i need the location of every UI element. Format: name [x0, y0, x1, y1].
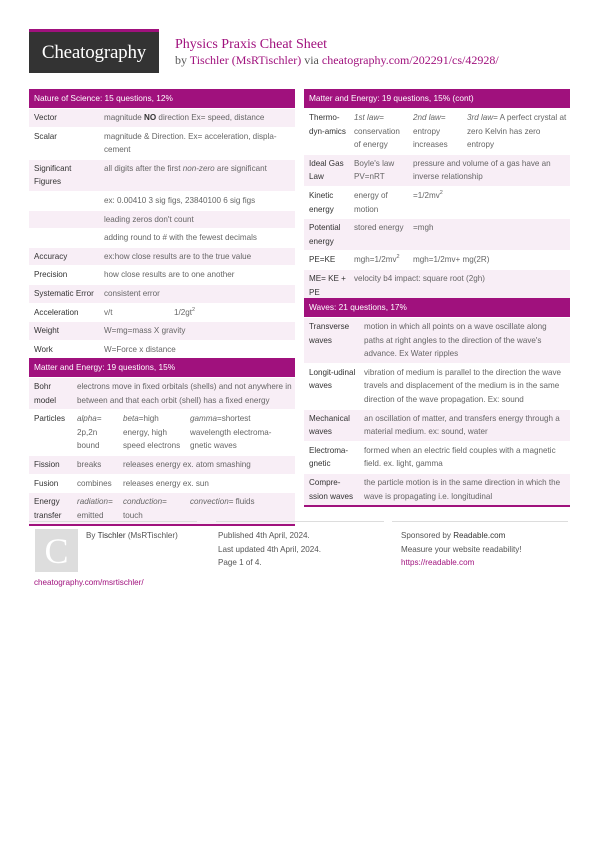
row-key: Scalar [29, 127, 99, 159]
row-value: magnitude NO direction Ex= speed, distance [99, 109, 295, 128]
row-key: Acceleration [29, 303, 99, 322]
row-key [29, 229, 99, 248]
author-name[interactable]: Tischler [97, 531, 126, 540]
section-waves [304, 298, 570, 507]
via-text: via [301, 53, 322, 67]
row-key: Fusion [29, 474, 72, 493]
table-row [29, 210, 295, 229]
row-value-1: alpha= 2p,2n bound [72, 410, 118, 456]
row-value-2: beta=high energy, high speed electrons [118, 410, 185, 456]
table-row [304, 154, 570, 186]
row-value: magnitude & Direction. Ex= acceleration, displa-cement [99, 127, 295, 159]
table-row [304, 409, 570, 441]
byline [175, 53, 499, 68]
waves-table [304, 317, 570, 505]
section-header: Waves: 21 questions, 17% [304, 298, 570, 317]
table-row [304, 473, 570, 505]
row-value: ex:how close results are to the true value [99, 247, 295, 266]
footer-divider [216, 521, 384, 522]
row-value: consistent error [99, 284, 295, 303]
by-label: By [86, 531, 98, 540]
row-key: ME= KE + PE [304, 269, 349, 301]
row-value-2: mgh=1/2mv+ mg(2R) [408, 251, 570, 270]
table-row [304, 318, 570, 364]
row-key: Potential energy [304, 219, 349, 251]
row-value-1: 1st law= conservation of energy [349, 109, 408, 155]
row-value: all digits after the first non-zero are significant [99, 159, 295, 191]
table-row [29, 191, 295, 210]
table-row [304, 363, 570, 409]
row-key: Bohr model [29, 378, 72, 410]
row-value-1: combines [72, 474, 118, 493]
row-value-1: breaks [72, 455, 118, 474]
table-row [29, 322, 295, 341]
table-row [29, 474, 295, 493]
row-value: the particle motion is in the same direction in which the wave is propagating i.e. longitudinal [359, 473, 570, 505]
by-prefix: by [175, 53, 190, 67]
row-key [29, 191, 99, 210]
section-header: Nature of Science: 15 questions, 12% [29, 89, 295, 108]
table-row [304, 251, 570, 270]
row-value-2: conduction= touch [118, 493, 185, 525]
table-row [29, 284, 295, 303]
row-value: W=mg=mass X gravity [99, 322, 295, 341]
row-key: Significant Figures [29, 159, 99, 191]
row-value-3: 3rd law= A perfect crystal at zero Kelvin has zero entropy [462, 109, 570, 155]
row-value-2: pressure and volume of a gas have an inverse relationship [408, 154, 570, 186]
table-row [29, 127, 295, 159]
footer-divider [29, 521, 197, 522]
cheatography-logo[interactable] [29, 29, 159, 73]
table-row [29, 493, 295, 525]
author-handle: (MsRTischler) [125, 531, 178, 540]
matter-table [29, 377, 295, 524]
row-value-2: =mgh [408, 219, 570, 251]
title-block [175, 37, 499, 68]
row-key: Precision [29, 266, 99, 285]
row-key: Transverse waves [304, 318, 359, 364]
row-value-1: $mgh=1/2mv^2$ [349, 251, 408, 270]
row-value: leading zeros don't count [99, 210, 295, 229]
row-key: Vector [29, 109, 99, 128]
row-key [29, 210, 99, 229]
sponsor-prefix: Sponsored by [401, 531, 454, 540]
author-avatar[interactable] [35, 529, 78, 572]
row-key: Mechanical waves [304, 409, 359, 441]
table-row [29, 229, 295, 248]
sponsor-tagline: Measure your website readability! [401, 544, 522, 554]
row-value-2: 2nd law= entropy increases [408, 109, 462, 155]
row-value-2: releases energy ex. sun [118, 474, 295, 493]
table-row [304, 269, 570, 301]
row-value-1: radiation= emitted [72, 493, 118, 525]
matter-cont-table [304, 108, 570, 301]
row-value: how close results are to one another [99, 266, 295, 285]
sponsor-name: Readable.com [453, 531, 506, 540]
row-value: vibration of medium is parallel to the direction the wave travels and displacement of the medium is in the same direction of the wave propagation. Ex: sound [359, 363, 570, 409]
row-key: Kinetic energy [304, 186, 349, 218]
row-key: Ideal Gas Law [304, 154, 349, 186]
row-value-3: gamma=shortest wavelength electroma-gnetic waves [185, 410, 295, 456]
row-key: Thermo-dyn-amics [304, 109, 349, 155]
table-row [304, 109, 570, 155]
table-row [29, 340, 295, 358]
row-key: Fission [29, 455, 72, 474]
table-row [29, 159, 295, 191]
section-matter-and-energy [29, 358, 295, 526]
author-profile-link[interactable]: cheatography.com/msrtischler/ [34, 578, 144, 587]
row-value-1: Boyle's law PV=nRT [349, 154, 408, 186]
sheet-url-link[interactable]: cheatography.com/202291/cs/42928/ [321, 53, 499, 67]
row-value: formed when an electric field couples with a magnetic field. ex. light, gamma [359, 441, 570, 473]
row-value: an oscillation of matter, and transfers energy through a material medium. ex: sound, water [359, 409, 570, 441]
table-row [29, 109, 295, 128]
row-value-1: energy of motion [349, 186, 408, 218]
section-nature-of-science [29, 89, 295, 360]
table-row [29, 410, 295, 456]
row-key: Particles [29, 410, 72, 456]
footer-sponsor [401, 529, 522, 570]
section-matter-and-energy-cont [304, 89, 570, 303]
row-value: motion in which all points on a wave oscillate along paths at right angles to the direction of the wave's advance. Ex Water ripples [359, 318, 570, 364]
row-value-2: $=1/2mv^2$ [408, 186, 570, 218]
row-value-1: stored energy [349, 219, 408, 251]
footer-author [86, 529, 178, 543]
row-value-2: $1/2gt^2$ [169, 303, 295, 322]
table-row [29, 455, 295, 474]
row-value-3: convection= fluids [185, 493, 295, 525]
footer-author-url [34, 576, 144, 590]
table-row [29, 266, 295, 285]
published-date: Published 4th April, 2024. [218, 531, 310, 540]
row-key: Work [29, 340, 99, 358]
table-row [29, 378, 295, 410]
row-value: adding round to # with the fewest decimals [99, 229, 295, 248]
sponsor-link[interactable]: https://readable.com [401, 558, 475, 567]
section-header: Matter and Energy: 19 questions, 15% (cont) [304, 89, 570, 108]
page-number: Page 1 of 4. [218, 558, 262, 567]
table-row [304, 186, 570, 218]
row-value: ex: 0.00410 3 sig figs, 23840100 6 sig figs [99, 191, 295, 210]
logo-text: Cheatography [41, 41, 147, 63]
row-key: PE=KE [304, 251, 349, 270]
row-value-1: v/t [99, 303, 169, 322]
row-key: Electroma-gnetic [304, 441, 359, 473]
row-value: velocity b4 impact: square root (2gh) [349, 269, 570, 301]
table-row [29, 303, 295, 322]
row-value: W=Force x distance [99, 340, 295, 358]
avatar-letter: C [44, 530, 69, 571]
row-value-2: releases energy ex. atom smashing [118, 455, 295, 474]
row-value: electrons move in fixed orbitals (shells) and not anywhere in between and that each orbit (shell) has a fixed energy [72, 378, 295, 410]
author-link[interactable]: Tischler (MsRTischler) [189, 53, 302, 67]
footer-publish-info [218, 529, 321, 570]
row-key: Accuracy [29, 247, 99, 266]
footer-divider [392, 521, 568, 522]
section-header: Matter and Energy: 19 questions, 15% [29, 358, 295, 377]
row-key: Longit-udinal waves [304, 363, 359, 409]
updated-date: Last updated 4th April, 2024. [218, 544, 322, 554]
table-row [304, 441, 570, 473]
table-row [29, 247, 295, 266]
table-row [304, 219, 570, 251]
page-title: Physics Praxis Cheat Sheet [175, 37, 328, 52]
row-key: Systematic Error [29, 284, 99, 303]
nature-table [29, 108, 295, 358]
row-key: Energy transfer [29, 493, 72, 525]
row-key: Weight [29, 322, 99, 341]
row-key: Compre-ssion waves [304, 473, 359, 505]
